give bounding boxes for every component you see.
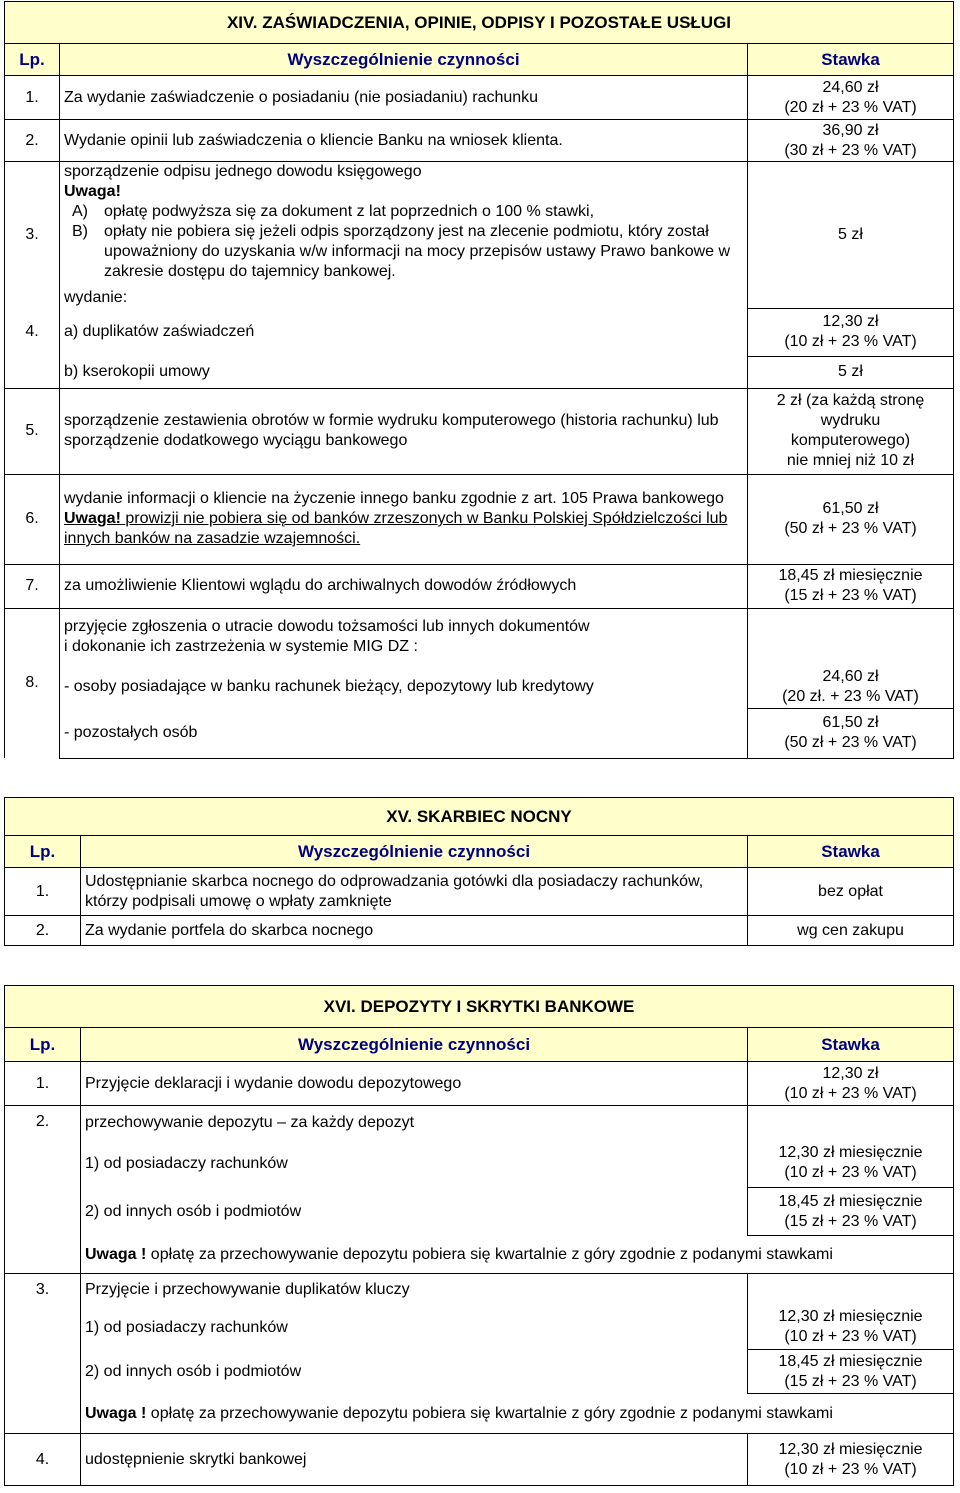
table-row: 3. sporządzenie odpisu jednego dowodu księgowego Uwaga! A) opłatę podwyższa się za dokument z lat poprzednich o 100 % stawki, B) opłaty nie pobiera się jeżeli odpis sporządzony jest na zlecenie podmiotu, który został upoważniony do uzyskania w/w informacji na mocy przepisów ustawy Prawo bankowe w zakresie dostępu do tajemnicy bankowej. wydanie: 5 zł [5,162,954,309]
header-lp: Lp. [5,1028,81,1062]
header-description: Wyszczególnienie czynności [81,1028,748,1062]
table-row: 2. Wydanie opinii lub zaświadczenia o kliencie Banku na wniosek klienta. 36,90 zł (30 zł + 23 % VAT) [5,120,954,162]
table-row: 1) od posiadaczy rachunków 12,30 zł miesięcznie (10 zł + 23 % VAT) [5,1306,954,1350]
header-description: Wyszczególnienie czynności [60,44,748,76]
table-row: 6. wydanie informacji o kliencie na życzenie innego banku zgodnie z art. 105 Prawa bankowego Uwaga! prowizji nie pobiera się od banków zrzeszonych w Banku Polskiej Spółdzielczości lub innych banków na zasadzie wzajemności. 61,50 zł (50 zł + 23 % VAT) [5,474,954,564]
section-xv-table [4,797,954,946]
header-rate: Stawka [748,836,954,868]
section-title: XV. SKARBIEC NOCNY [5,798,954,836]
header-lp: Lp. [5,44,60,76]
section-xvi-table [4,985,954,1486]
table-row: Uwaga ! opłatę za przechowywanie depozytu pobiera się kwartalnie z góry zgodnie z podanymi stawkami [5,1394,954,1434]
table-row: 3. Przyjęcie i przechowywanie duplikatów kluczy [5,1274,954,1306]
table-row: 2. przechowywanie depozytu – za każdy depozyt [5,1106,954,1140]
header-rate: Stawka [748,1028,954,1062]
table-row: 2) od innych osób i podmiotów 18,45 zł miesięcznie (15 zł + 23 % VAT) [5,1188,954,1236]
table-row: 8. przyjęcie zgłoszenia o utracie dowodu tożsamości lub innych dokumentów i dokonanie ich zastrzeżenia w systemie MIG DZ : [5,608,954,666]
table-row: 2. Za wydanie portfela do skarbca nocnego wg cen zakupu [5,916,954,946]
section-title: XVI. DEPOZYTY I SKRYTKI BANKOWE [5,986,954,1028]
table-row: 1. Przyjęcie deklaracji i wydanie dowodu depozytowego 12,30 zł (10 zł + 23 % VAT) [5,1062,954,1106]
table-row: 7. za umożliwienie Klientowi wglądu do archiwalnych dowodów źródłowych 18,45 zł miesięcznie (15 zł + 23 % VAT) [5,564,954,608]
table-row: 5. sporządzenie zestawienia obrotów w formie wydruku komputerowego (historia rachunku) lub sporządzenie dodatkowego wyciągu bankowego 2 zł (za każdą stronę wydruku komputerowego) nie mniej niż 10 zł [5,388,954,474]
section-title: XIV. ZAŚWIADCZENIA, OPINIE, ODPISY I POZOSTAŁE USŁUGI [5,2,954,44]
table-row: 1) od posiadaczy rachunków 12,30 zł miesięcznie (10 zł + 23 % VAT) [5,1140,954,1188]
table-row: 1. Za wydanie zaświadczenie o posiadaniu (nie posiadaniu) rachunku 24,60 zł (20 zł + 23 % VAT) [5,76,954,120]
table-row: - pozostałych osób 61,50 zł (50 zł + 23 % VAT) [5,708,954,758]
table-row: b) kserokopii umowy 5 zł [5,356,954,388]
table-row: 4. a) duplikatów zaświadczeń 12,30 zł (10 zł + 23 % VAT) [5,308,954,356]
header-lp: Lp. [5,836,81,868]
header-description: Wyszczególnienie czynności [81,836,748,868]
table-row: 1. Udostępnianie skarbca nocnego do odprowadzania gotówki dla posiadaczy rachunków, którzy podpisali umowę o wpłaty zamknięte bez opłat [5,868,954,916]
table-row: 2) od innych osób i podmiotów 18,45 zł miesięcznie (15 zł + 23 % VAT) [5,1350,954,1394]
header-rate: Stawka [748,44,954,76]
section-xiv-table [4,1,954,759]
table-row: 4. udostępnienie skrytki bankowej 12,30 zł miesięcznie (10 zł + 23 % VAT) [5,1434,954,1486]
table-row: - osoby posiadające w banku rachunek bieżący, depozytowy lub kredytowy 24,60 zł (20 zł. + 23 % VAT) [5,666,954,708]
table-row: Uwaga ! opłatę za przechowywanie depozytu pobiera się kwartalnie z góry zgodnie z podanymi stawkami [5,1236,954,1274]
